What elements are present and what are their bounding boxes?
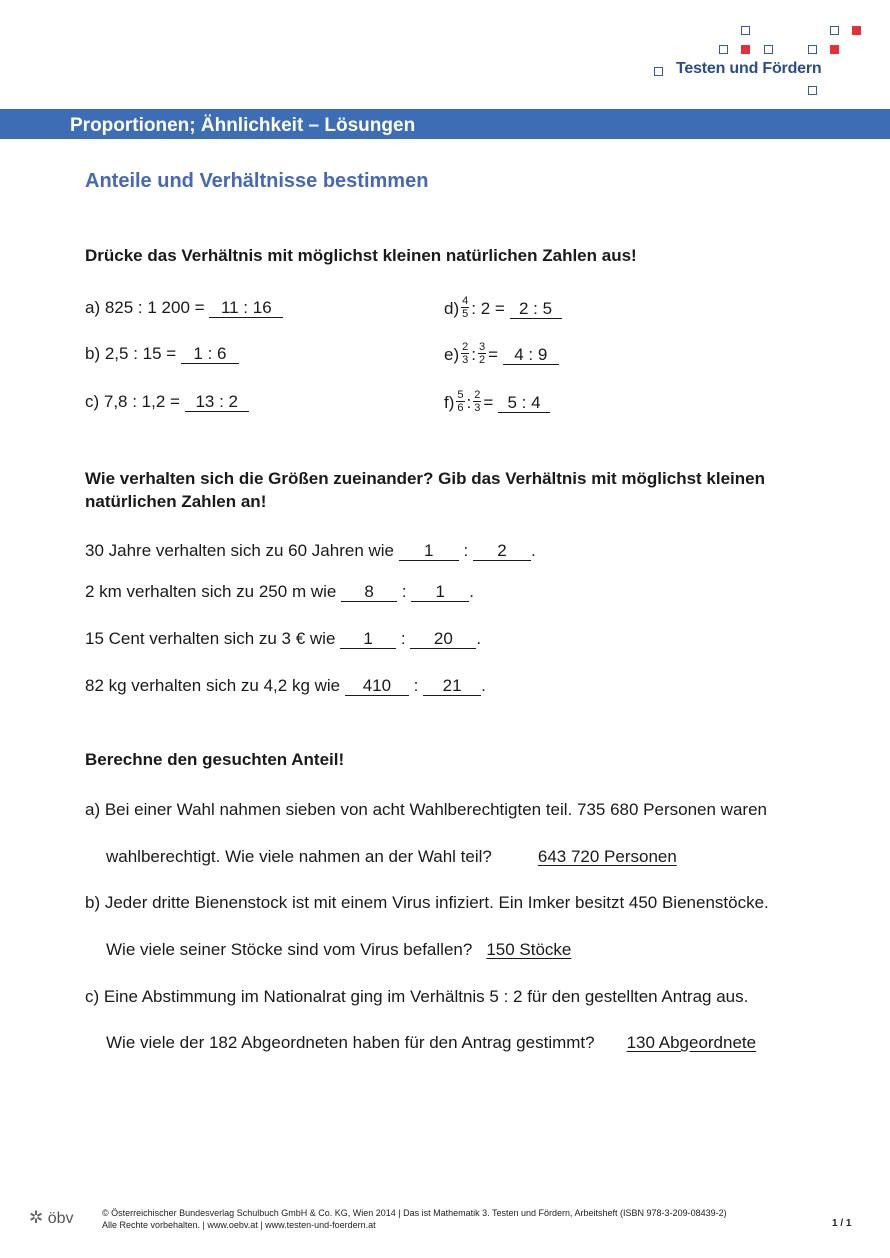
task3-b-line2 [106, 939, 571, 961]
logo-square [808, 86, 817, 95]
item-sep: : [466, 392, 472, 412]
task3-a-line2 [106, 846, 677, 868]
ratio-sep: : [413, 676, 419, 695]
task1-item-d [444, 297, 562, 322]
ratio-row [85, 540, 536, 562]
task1-item-b [85, 343, 239, 365]
item-label: b) 2,5 : 15 = [85, 344, 177, 363]
answer-left: 1 [399, 541, 459, 561]
logo-square [654, 67, 663, 76]
ratio-row [85, 675, 486, 697]
section-title: Anteile und Verhältnisse bestimmen [85, 170, 429, 192]
answer-right: 1 [411, 582, 469, 602]
answer-left: 1 [340, 629, 396, 649]
ratio-row [85, 628, 481, 650]
task1-item-e [444, 343, 559, 368]
flower-icon: ✲ [29, 1208, 44, 1227]
row-end: . [481, 676, 486, 695]
page-number: 1 / 1 [832, 1218, 852, 1229]
brand-name: Testen und Fördern [676, 60, 822, 77]
logo-square [830, 45, 839, 54]
row-text: 30 Jahre verhalten sich zu 60 Jahren wie [85, 541, 395, 560]
task3-instruction: Berechne den gesuchten Anteil! [85, 750, 345, 769]
answer-blank: 2 : 5 [510, 299, 562, 319]
fraction [473, 389, 481, 414]
answer-blank: 11 : 16 [209, 298, 283, 318]
logo-square [741, 45, 750, 54]
answer-blank: 1 : 6 [181, 344, 239, 364]
publisher-logo-text: öbv [47, 1210, 74, 1227]
footer-copyright [102, 1207, 727, 1231]
answer-text: 643 720 Personen [537, 847, 677, 866]
denominator: 3 [474, 402, 481, 414]
task3-a-line1: a) Bei einer Wahl nahmen sieben von acht Wahlberechtigten teil. 735 680 Personen waren [85, 800, 767, 819]
logo-square [830, 26, 839, 35]
answer-blank: 4 : 9 [503, 345, 559, 365]
item-sep: : [471, 344, 476, 364]
task3-b-line1: b) Jeder dritte Bienenstock ist mit einem Virus infiziert. Ein Imker besitzt 450 Bienenstöcke. [85, 893, 769, 912]
task3-c-line1: c) Eine Abstimmung im Nationalrat ging im Verhältnis 5 : 2 für den gestellten Antrag aus. [85, 987, 749, 1006]
answer-text: 150 Stöcke [486, 940, 572, 959]
task1-instruction: Drücke das Verhältnis mit möglichst kleinen natürlichen Zahlen aus! [85, 246, 637, 265]
row-end: . [530, 541, 536, 560]
task1-item-c [85, 391, 249, 413]
task3-c-line2 [106, 1032, 756, 1054]
footer-line2: Alle Rechte vorbehalten. | www.oebv.at | www.testen-und-foerdern.at [102, 1220, 376, 1230]
question-text: wahlberechtigt. Wie viele nahmen an der Wahl teil? [106, 847, 492, 866]
answer-blank: 13 : 2 [185, 392, 249, 412]
publisher-logo [29, 1208, 74, 1228]
ratio-sep: : [400, 629, 406, 648]
answer-blank: 5 : 4 [498, 393, 550, 413]
row-end: . [469, 582, 475, 601]
task1-item-a [85, 297, 283, 319]
ratio-row [85, 581, 474, 603]
ratio-sep: : [463, 541, 469, 560]
item-rest: : 2 = [471, 298, 505, 318]
numerator: 3 [478, 341, 486, 353]
numerator: 2 [462, 341, 469, 353]
task1-item-f [444, 391, 550, 416]
logo-square [852, 26, 861, 35]
item-rest: = [488, 344, 499, 364]
answer-left: 410 [345, 676, 409, 696]
numerator: 4 [462, 295, 469, 307]
item-prefix: f) [444, 392, 455, 412]
numerator: 2 [474, 389, 481, 401]
footer-line1: © Österreichischer Bundesverlag Schulbuch GmbH & Co. KG, Wien 2014 | Das ist Mathematik 3. Testen und Fördern, Arbeitsheft (ISBN 978-3-209-08439-2) [102, 1208, 727, 1218]
fraction [461, 295, 469, 320]
fraction [461, 341, 469, 366]
row-end: . [476, 629, 482, 648]
denominator: 3 [462, 354, 469, 366]
numerator: 5 [457, 389, 464, 401]
answer-left: 8 [341, 582, 397, 602]
question-text: Wie viele der 182 Abgeordneten haben für den Antrag gestimmt? [106, 1033, 595, 1052]
row-text: 82 kg verhalten sich zu 4,2 kg wie [85, 676, 341, 695]
item-prefix: d) [444, 298, 460, 318]
page-title: Proportionen; Ähnlichkeit – Lösungen [70, 115, 416, 136]
item-label: c) 7,8 : 1,2 = [85, 392, 180, 411]
item-prefix: e) [444, 344, 460, 364]
item-rest: = [483, 392, 494, 412]
question-text: Wie viele seiner Stöcke sind vom Virus befallen? [106, 940, 473, 959]
answer-right: 21 [423, 676, 481, 696]
denominator: 6 [457, 402, 464, 414]
row-text: 2 km verhalten sich zu 250 m wie [85, 582, 337, 601]
answer-right: 20 [410, 629, 476, 649]
answer-right: 2 [473, 541, 531, 561]
item-label: a) 825 : 1 200 = [85, 298, 205, 317]
fraction [478, 341, 486, 366]
ratio-sep: : [401, 582, 407, 601]
denominator: 2 [478, 354, 486, 366]
logo-square [808, 45, 817, 54]
task2-instruction: Wie verhalten sich die Größen zueinander? Gib das Verhältnis mit möglichst kleinen natürlichen Zahlen an! [85, 469, 766, 511]
fraction [456, 389, 464, 414]
denominator: 5 [462, 308, 469, 320]
row-text: 15 Cent verhalten sich zu 3 € wie [85, 629, 336, 648]
logo-square [764, 45, 773, 54]
answer-text: 130 Abgeordnete [626, 1033, 757, 1052]
logo-square [719, 45, 728, 54]
logo-square [741, 26, 750, 35]
